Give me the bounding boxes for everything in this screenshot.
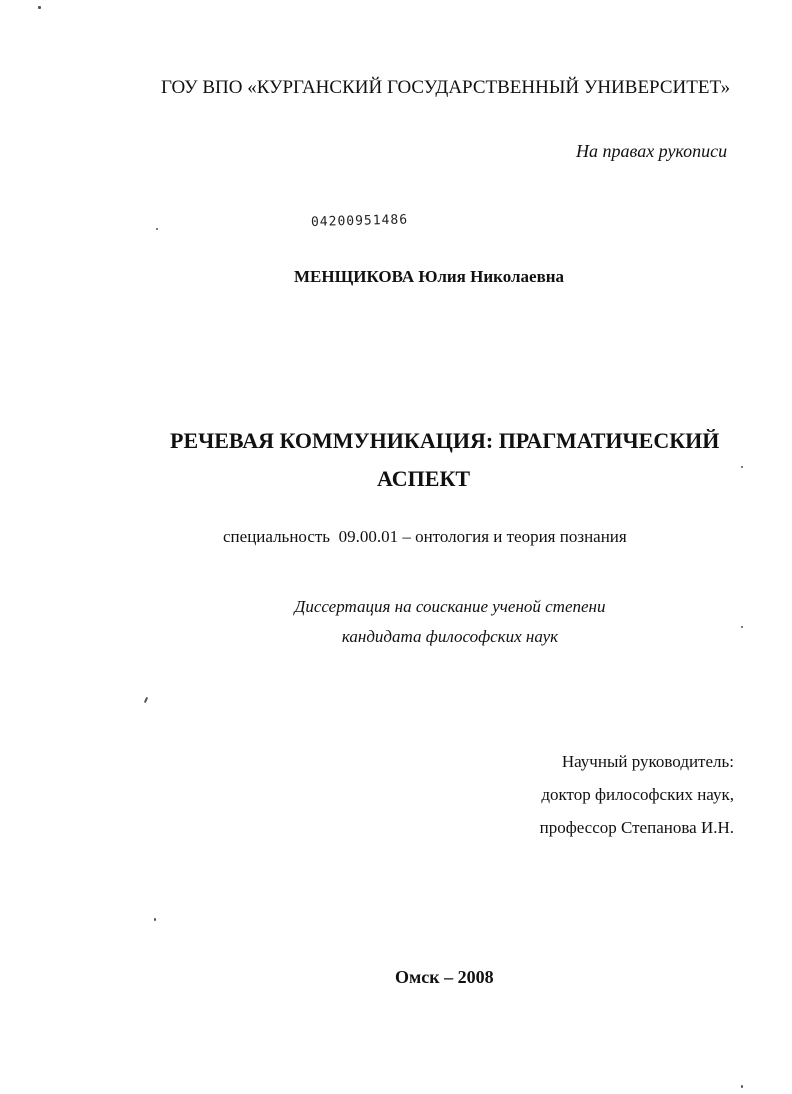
title-line-1: РЕЧЕВАЯ КОММУНИКАЦИЯ: ПРАГМАТИЧЕСКИЙ bbox=[170, 428, 720, 453]
advisor-degree: доктор философских наук, bbox=[541, 785, 734, 804]
rights-note: На правах рукописи bbox=[576, 141, 728, 161]
title-line-2: АСПЕКТ bbox=[377, 466, 471, 491]
scan-speck bbox=[38, 6, 41, 9]
city-year: Омск – 2008 bbox=[395, 967, 494, 987]
author-name: МЕНЩИКОВА Юлия Николаевна bbox=[294, 267, 565, 286]
university-name: ГОУ ВПО «КУРГАНСКИЙ ГОСУДАРСТВЕННЫЙ УНИВЕРСИТЕТ» bbox=[161, 77, 731, 98]
scan-speck bbox=[154, 918, 156, 921]
degree-statement bbox=[260, 592, 640, 652]
advisor-label: Научный руководитель: bbox=[561, 752, 734, 771]
degree-statement-line-2: кандидата философских наук bbox=[341, 627, 559, 646]
scan-speck bbox=[144, 697, 148, 703]
archive-number-stamp: 04200951486 bbox=[310, 212, 409, 230]
specialty-line: специальность 09.00.01 – онтология и теория познания bbox=[223, 527, 627, 546]
scientific-advisor-block bbox=[500, 745, 734, 844]
advisor-name: профессор Степанова И.Н. bbox=[539, 818, 734, 837]
degree-statement-line-1: Диссертация на соискание ученой степени bbox=[294, 597, 606, 616]
scan-speck bbox=[741, 1085, 743, 1088]
scan-speck bbox=[156, 228, 158, 230]
scan-speck bbox=[741, 466, 743, 468]
scan-speck bbox=[741, 626, 743, 628]
dissertation-title bbox=[170, 422, 720, 498]
